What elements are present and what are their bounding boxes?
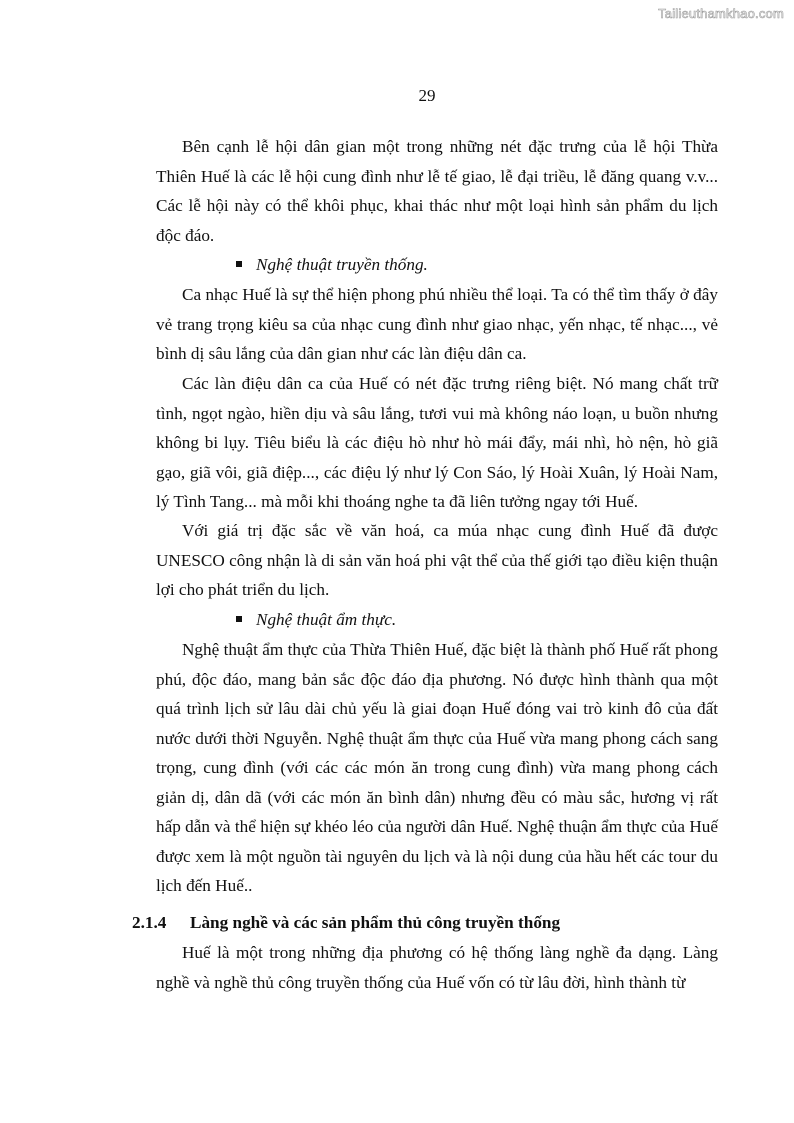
- square-bullet-icon: [236, 616, 242, 622]
- square-bullet-icon: [236, 261, 242, 267]
- bullet-nghe-thuat-truyen-thong: [236, 250, 428, 280]
- paragraph-lang-nghe: Huế là một trong những địa phương có hệ thống làng nghề đa dạng. Làng nghề và nghề thủ công truyền thống của Huế vốn có từ lâu đời, hình thành từ: [156, 943, 718, 992]
- section-heading: [132, 908, 560, 938]
- watermark: Tailieuthamkhao.com: [658, 6, 784, 21]
- paragraph-dan-ca: Các làn điệu dân ca của Huế có nét đặc trưng riêng biệt. Nó mang chất trữ tình, ngọt ngào, hiền dịu và sâu lắng, tươi vui mà không náo loạn, u buồn nhưng không bi lụy. Tiêu biểu là các điệu hò như hò mái đẩy, mái nhì, hò nện, hò giã gạo, giã vôi, giã điệp..., các điệu lý như lý Con Sáo, lý Hoài Xuân, lý Hoài Nam, lý Tình Tang... mà mỗi khi thoáng nghe ta đã liên tưởng ngay tới Huế.: [156, 374, 718, 511]
- paragraph-unesco: Với giá trị đặc sắc về văn hoá, ca múa nhạc cung đình Huế đã được UNESCO công nhận là di sản văn hoá phi vật thể của thế giới tạo điều kiện thuận lợi cho phát triển du lịch.: [156, 521, 718, 599]
- section-number: 2.1.4: [132, 913, 167, 932]
- section-title: Làng nghề và các sản phẩm thủ công truyền thống: [190, 913, 561, 932]
- bullet-label: Nghệ thuật ẩm thực.: [256, 610, 397, 629]
- bullet-label: Nghệ thuật truyền thống.: [256, 255, 428, 274]
- page-number: 29: [418, 86, 436, 105]
- paragraph-am-thuc: Nghệ thuật ẩm thực của Thừa Thiên Huế, đặc biệt là thành phố Huế rất phong phú, độc đáo, mang bản sắc độc đáo địa phương. Nó được hình thành qua một quá trình lịch sử lâu dài chủ yếu là giai đoạn Huế đóng vai trò kinh đô của đất nước dưới thời Nguyễn. Nghệ thuật ẩm thực của Huế vừa mang phong cách sang trọng, cung đình (với các các món ăn trong cung đình) vừa mang phong cách giản dị, dân dã (với các món ăn bình dân) nhưng đều có màu sắc, hương vị rất hấp dẫn và thể hiện sự khéo léo của người dân Huế. Nghệ thuận ẩm thực của Huế được xem là một nguồn tài nguyên du lịch và là nội dung của hầu hết các tour du lịch đến Huế..: [156, 640, 718, 895]
- bullet-nghe-thuat-am-thuc: [236, 605, 396, 635]
- paragraph-le-hoi: Bên cạnh lễ hội dân gian một trong những nét đặc trưng của lễ hội Thừa Thiên Huế là các lễ hội cung đình như lễ tế giao, lễ đại triều, lễ đăng quang v.v... Các lễ hội này có thể khôi phục, khai thác như một loại hình sản phẩm du lịch độc đáo.: [156, 137, 718, 245]
- paragraph-ca-nhac-hue: Ca nhạc Huế là sự thể hiện phong phú nhiều thể loại. Ta có thể tìm thấy ở đây vẻ trang trọng kiêu sa của nhạc cung đình như giao nhạc, yến nhạc, tế nhạc..., vẻ bình dị sâu lắng của dân gian như các làn điệu dân ca.: [156, 285, 718, 363]
